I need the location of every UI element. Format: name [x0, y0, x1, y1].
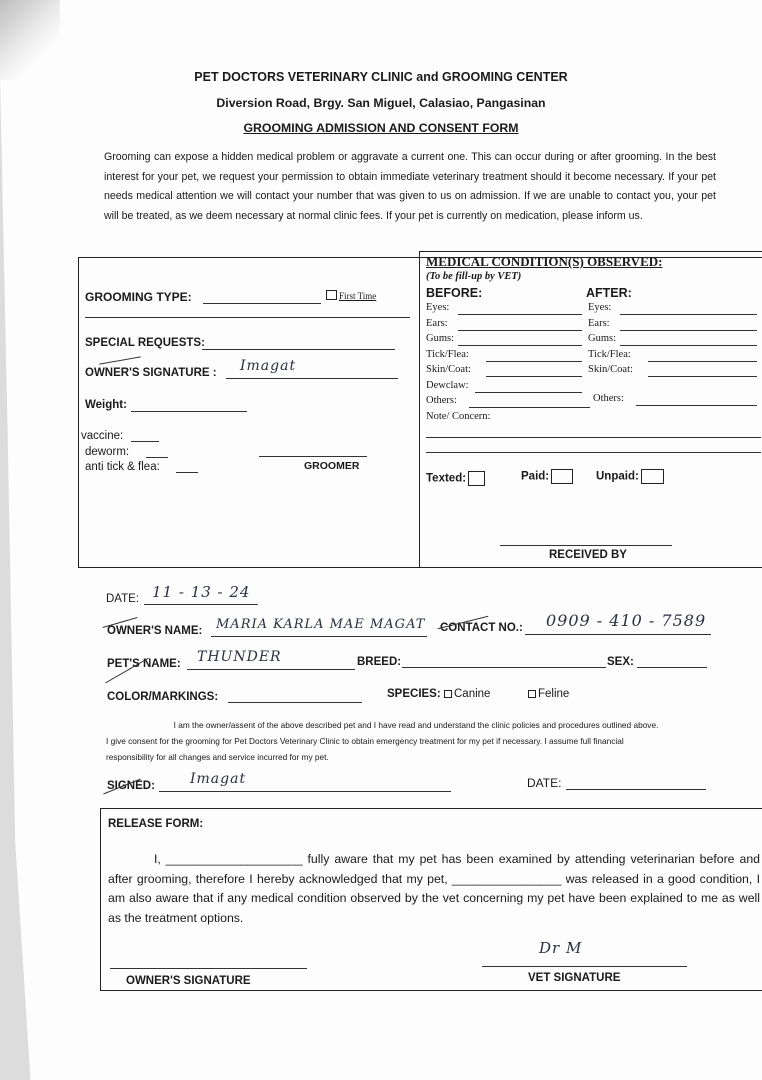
after-item-field[interactable] [648, 361, 757, 362]
after-item-field[interactable] [620, 345, 757, 346]
pet-name-value: THUNDER [197, 649, 282, 665]
grooming-type-label: GROOMING TYPE: [85, 290, 192, 304]
consent-line-1: I am the owner/assent of the above described pet and I have read and understand the clinic policies and procedures outlined above. [173, 720, 659, 730]
consent-line-2: I give consent for the grooming for Pet Doctors Veterinary Clinic to obtain emergency treatment for my pet if necessary. I assume full financial [106, 736, 624, 746]
groomer-label: GROOMER [304, 460, 360, 472]
first-time-option[interactable] [326, 290, 376, 301]
before-item-label: Eyes: [426, 302, 450, 313]
texted-label: Texted: [426, 472, 467, 485]
color-field[interactable] [228, 702, 362, 703]
feline-checkbox[interactable] [528, 690, 536, 698]
date-field[interactable] [144, 604, 258, 605]
breed-field[interactable] [402, 667, 606, 668]
paid-checkbox[interactable] [551, 469, 573, 484]
feline-label: Feline [538, 688, 570, 700]
before-item-label: Ears: [426, 317, 448, 329]
deworm-label: deworm: [85, 446, 130, 458]
after-item-label: Others: [593, 393, 624, 404]
note-label: Note/ Concern: [426, 411, 491, 422]
signed-value: Imagat [190, 771, 247, 787]
before-item-field[interactable] [458, 330, 582, 331]
note-line-2[interactable] [426, 452, 761, 453]
consent-date-field[interactable] [566, 789, 706, 790]
date-label: DATE: [106, 593, 140, 605]
note-line-1[interactable] [426, 437, 761, 438]
paid-label: Paid: [521, 470, 550, 483]
sex-label: SEX: [607, 656, 634, 668]
before-item-field[interactable] [486, 376, 582, 377]
unpaid-checkbox[interactable] [641, 469, 664, 484]
after-item-field[interactable] [636, 405, 757, 406]
anti-tick-field[interactable] [176, 472, 198, 473]
consent-line-3: responsibility for all changes and service incurred for my pet. [106, 752, 329, 762]
release-title: RELEASE FORM: [108, 818, 204, 830]
weight-label: Weight: [85, 399, 127, 411]
grooming-type-field-2[interactable] [85, 317, 410, 318]
owner-signature-release-line[interactable] [110, 968, 307, 969]
pet-name-label: PET'S NAME: [107, 658, 181, 670]
special-requests-field[interactable] [202, 349, 395, 350]
clinic-name: PET DOCTORS VETERINARY CLINIC and GROOMING CENTER [194, 70, 568, 84]
paid-option[interactable] [521, 469, 573, 484]
clinic-address: Diversion Road, Brgy. San Miguel, Calasiao, Pangasinan [216, 96, 546, 110]
intro-paragraph: Grooming can expose a hidden medical problem or aggravate a current one. This can occur during or after grooming. In the best interest for your pet, we request your permission to obtain immediate veterinary treatment should it become necessary. If your pet needs medical attention we will contact your number that was given to us on admission. If we are unable to contact you, your pet will be treated, as we deem necessary at normal clinic fees. If your pet is currently on medication, please inform us. [104, 151, 716, 222]
after-item-label: Gums: [588, 333, 617, 344]
canine-checkbox[interactable] [444, 690, 452, 698]
canine-option[interactable] [444, 688, 490, 700]
color-label: COLOR/MARKINGS: [107, 691, 219, 703]
before-item-field[interactable] [486, 361, 582, 362]
texted-checkbox[interactable] [468, 471, 485, 486]
before-item-label: Gums: [426, 333, 455, 344]
texted-option[interactable] [426, 471, 485, 486]
grooming-type-field[interactable] [203, 303, 321, 304]
page-curl [0, 0, 60, 80]
breed-label: BREED: [357, 656, 402, 668]
first-time-label: First Time [339, 291, 377, 301]
vet-signature-line[interactable] [482, 966, 687, 967]
before-item-field[interactable] [469, 407, 590, 408]
owner-name-label: OWNER'S NAME: [107, 625, 203, 637]
after-item-label: Ears: [588, 317, 610, 329]
contact-value: 0909 - 410 - 7589 [546, 611, 707, 630]
medical-title: MEDICAL CONDITION(S) OBSERVED: [426, 254, 663, 269]
unpaid-label: Unpaid: [596, 470, 639, 483]
after-item-label: Eyes: [588, 302, 612, 313]
after-item-label: Tick/Flea: [588, 348, 631, 360]
before-label: BEFORE: [426, 286, 483, 300]
owner-signature-value: Imagat [240, 358, 297, 374]
before-item-field[interactable] [458, 314, 582, 315]
owner-signature-field[interactable] [226, 378, 398, 379]
medical-subtitle: (To be fill-up by VET) [426, 271, 522, 282]
deworm-field[interactable] [146, 457, 168, 458]
contact-label: CONTACT NO.: [440, 622, 523, 634]
special-requests-label: SPECIAL REQUESTS: [85, 337, 205, 349]
form-title: GROOMING ADMISSION AND CONSENT FORM [243, 121, 519, 135]
sex-field[interactable] [637, 667, 707, 668]
vet-signature-value: Dr M [539, 939, 583, 957]
signed-field[interactable] [159, 791, 451, 792]
before-item-label: Tick/Flea: [426, 348, 469, 360]
weight-field[interactable] [131, 411, 247, 412]
before-item-label: Skin/Coat: [426, 364, 471, 375]
owner-signature-release-label: OWNER'S SIGNATURE [126, 975, 251, 987]
after-item-field[interactable] [620, 330, 757, 331]
pet-name-field[interactable] [187, 669, 355, 670]
before-item-label: Dewclaw: [426, 379, 469, 391]
before-item-field[interactable] [475, 392, 582, 393]
vaccine-label: vaccine: [81, 430, 124, 442]
release-text [108, 850, 760, 928]
received-by-label: RECEIVED BY [549, 549, 627, 561]
consent-date-label: DATE: [527, 776, 562, 790]
anti-tick-label: anti tick & flea: [85, 461, 160, 473]
after-label: AFTER: [586, 286, 632, 300]
date-value: 11 - 13 - 24 [152, 583, 251, 601]
after-item-label: Skin/Coat: [588, 364, 633, 375]
first-time-checkbox[interactable] [326, 290, 337, 300]
box-divider [419, 251, 420, 568]
unpaid-option[interactable] [596, 469, 664, 484]
before-item-label: Others: [426, 395, 457, 406]
contact-field[interactable] [525, 634, 711, 635]
after-item-field[interactable] [648, 376, 757, 377]
owner-name-value: MARIA KARLA MAE MAGAT [216, 617, 426, 632]
release-paragraph: I, ____________________ fully aware that my pet has been examined by attending veterinarian before and after grooming, therefore I hereby acknowledged that my pet, ________________ was released in a good condition, I am also aware that if any medical condition observed by the vet concerning my pet have been explained to me as well as the treatment options. [108, 852, 760, 925]
owner-signature-label: OWNER'S SIGNATURE : [85, 367, 217, 379]
owner-name-field[interactable] [211, 636, 427, 637]
feline-option[interactable] [528, 688, 569, 700]
species-label: SPECIES: [387, 688, 441, 700]
vet-signature-label: VET SIGNATURE [528, 972, 621, 984]
canine-label: Canine [454, 688, 491, 700]
received-by-line[interactable] [500, 545, 672, 546]
before-item-field[interactable] [458, 345, 582, 346]
signed-label: SIGNED: [107, 780, 155, 792]
after-item-field[interactable] [620, 314, 757, 315]
vaccine-field[interactable] [131, 441, 159, 442]
groomer-signature-line[interactable] [259, 456, 367, 457]
box-top-right [419, 251, 762, 252]
